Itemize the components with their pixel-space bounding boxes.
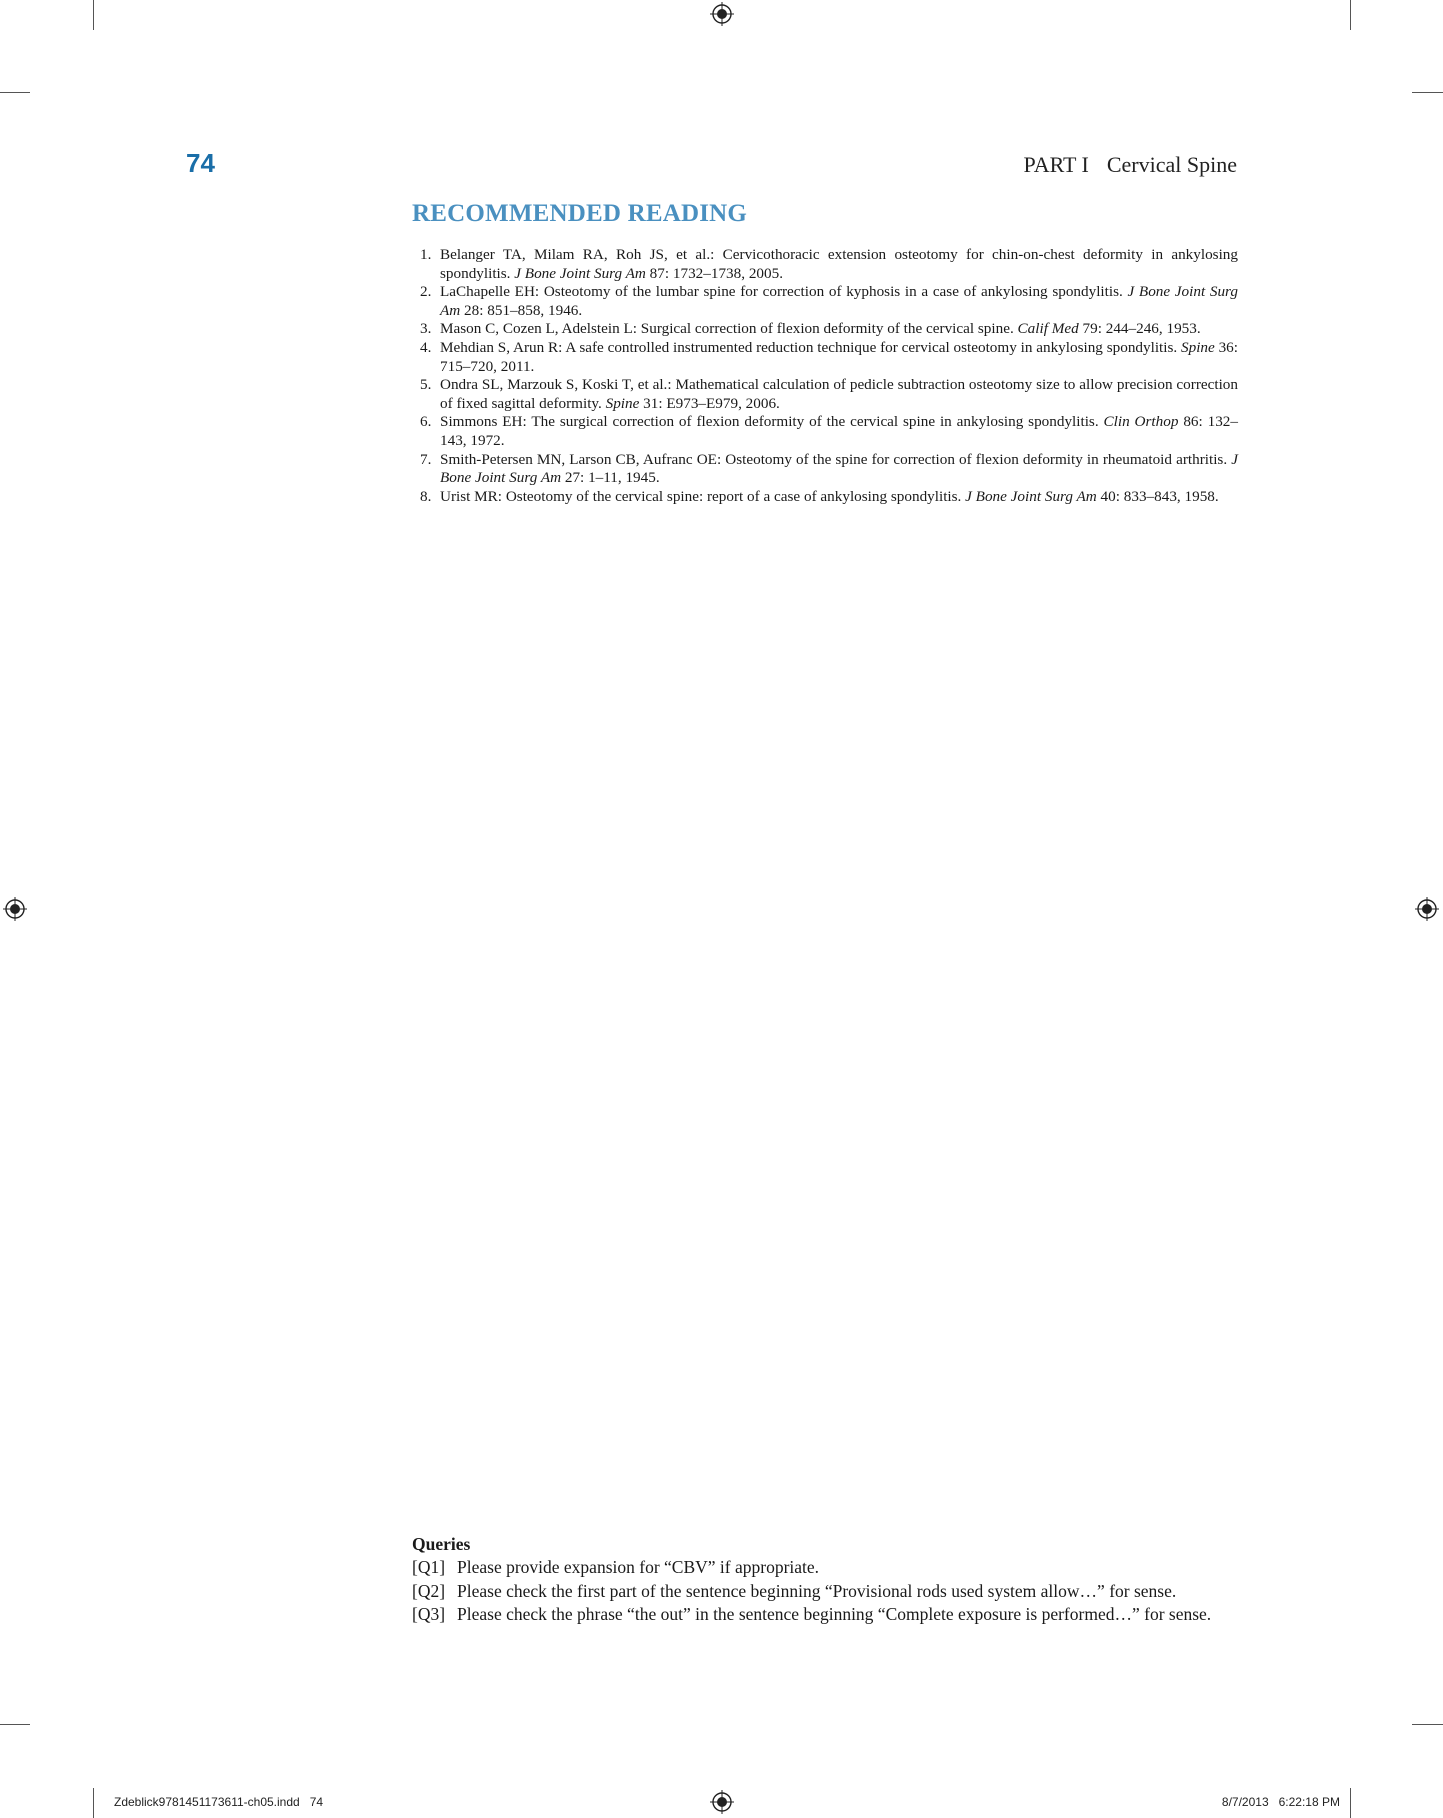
- reference-citation: 36: 715–720, 2011.: [440, 338, 1238, 375]
- query-text: Please provide expansion for “CBV” if appropriate.: [457, 1557, 820, 1578]
- reference-citation: 86: 132–143, 1972.: [440, 413, 1238, 449]
- reference-citation: 87: 1732–1738, 2005.: [645, 264, 783, 282]
- query-item: [412, 1603, 1242, 1626]
- section-heading: RECOMMENDED READING: [412, 200, 748, 227]
- registration-target-icon: [710, 1790, 734, 1814]
- query-text: Please check the first part of the sentence beginning “Provisional rods used system allow…” for sense.: [457, 1580, 1177, 1601]
- reference-journal: Spine: [1181, 338, 1215, 356]
- reference-item: [412, 339, 1238, 376]
- reference-text: Belanger TA, Milam RA, Roh JS, et al.: Cervicothoracic extension osteotomy for chin-on-chest deformity in ankylosing spondylitis.: [440, 246, 1238, 282]
- reference-item: [412, 246, 1238, 283]
- registration-target-icon: [3, 897, 27, 921]
- crop-mark-top-left: [93, 0, 94, 30]
- reference-text: Mason C, Cozen L, Adelstein L: Surgical correction of flexion deformity of the cervical spine.: [440, 320, 1018, 338]
- crop-mark-bottom-right: [1350, 1788, 1351, 1818]
- reference-journal: J Bone Joint Surg Am: [965, 487, 1097, 505]
- query-id: [Q2]: [412, 1580, 446, 1601]
- reference-number: 1.: [420, 246, 432, 263]
- reference-number: 3.: [420, 320, 432, 338]
- reference-journal: Calif Med: [1017, 320, 1079, 338]
- page-number: 74: [186, 148, 215, 178]
- queries-title: Queries: [412, 1534, 471, 1554]
- running-head: [1024, 152, 1237, 178]
- reference-text: Smith-Petersen MN, Larson CB, Aufranc OE: Osteotomy of the spine for correction of flexion deformity in rheumatoid arthritis.: [440, 450, 1232, 468]
- reference-number: 6.: [420, 413, 432, 431]
- crop-mark-top-right: [1350, 0, 1351, 30]
- reference-number: 8.: [420, 487, 432, 505]
- reference-item: [412, 283, 1238, 320]
- query-text: Please check the phrase “the out” in the sentence beginning “Complete exposure is performed…” for sense.: [457, 1604, 1212, 1625]
- reference-text: Simmons EH: The surgical correction of flexion deformity of the cervical spine in ankylosing spondylitis.: [440, 413, 1104, 431]
- queries-section: [412, 1533, 1242, 1627]
- reference-citation: 27: 1–11, 1945.: [561, 469, 660, 487]
- reference-journal: Spine: [605, 394, 640, 412]
- reference-citation: 31: E973–E979, 2006.: [639, 394, 780, 412]
- part-label: PART I: [1023, 152, 1089, 177]
- slug-timestamp: 8/7/2013 6:22:18 PM: [1221, 1795, 1340, 1809]
- query-item: [412, 1580, 1242, 1603]
- reference-journal: J Bone Joint Surg Am: [440, 283, 1238, 319]
- reference-text: Mehdian S, Arun R: A safe controlled instrumented reduction technique for cervical osteotomy in ankylosing spondylitis.: [440, 338, 1182, 356]
- reference-item: [412, 413, 1238, 450]
- reference-number: 2.: [420, 283, 432, 301]
- query-id: [Q3]: [412, 1604, 446, 1625]
- crop-mark-left-bottom: [0, 1724, 30, 1725]
- reference-item: [412, 320, 1238, 339]
- reference-text: Urist MR: Osteotomy of the cervical spine: report of a case of ankylosing spondylitis.: [440, 487, 966, 505]
- reference-journal: J Bone Joint Surg Am: [514, 264, 646, 282]
- reference-number: 7.: [420, 450, 432, 468]
- reference-citation: 40: 833–843, 1958.: [1096, 487, 1219, 505]
- query-id: [Q1]: [412, 1557, 446, 1578]
- reference-journal: J Bone Joint Surg Am: [440, 450, 1238, 487]
- reference-list: [412, 246, 1238, 506]
- reference-citation: 28: 851–858, 1946.: [460, 301, 583, 319]
- reference-item: [412, 451, 1238, 488]
- reference-journal: Clin Orthop: [1103, 413, 1179, 431]
- reference-text: LaChapelle EH: Osteotomy of the lumbar spine for correction of kyphosis in a case of ankylosing spondylitis.: [440, 283, 1128, 301]
- slug-file-name: Zdeblick9781451173611-ch05.indd 74: [114, 1795, 324, 1809]
- crop-mark-right-top: [1412, 92, 1443, 93]
- part-title: Cervical Spine: [1106, 152, 1237, 177]
- registration-target-icon: [1415, 897, 1439, 921]
- query-item: [412, 1556, 1242, 1579]
- crop-mark-bottom-left: [93, 1788, 94, 1818]
- reference-citation: 79: 244–246, 1953.: [1078, 320, 1201, 338]
- crop-mark-right-bottom: [1412, 1724, 1443, 1725]
- reference-number: 4.: [420, 338, 432, 356]
- reference-text: Ondra SL, Marzouk S, Koski T, et al.: Mathematical calculation of pedicle subtraction osteotomy size to allow precision correction of fixed sagittal deformity.: [440, 376, 1238, 412]
- crop-mark-left-top: [0, 92, 30, 93]
- registration-target-icon: [710, 2, 734, 26]
- reference-number: 5.: [420, 376, 432, 394]
- reference-item: [412, 488, 1238, 507]
- reference-item: [412, 376, 1238, 413]
